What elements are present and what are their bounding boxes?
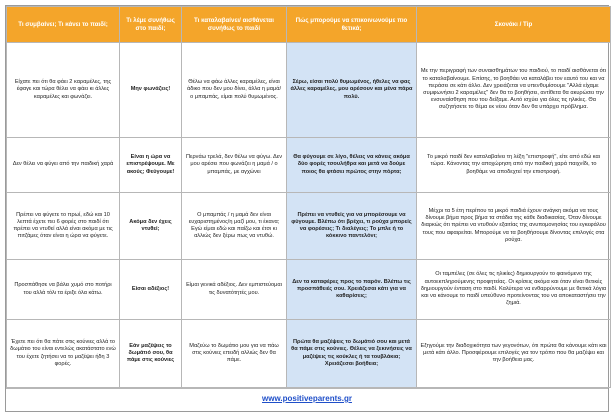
communicate-cell: Θα φύγουμε σε λίγο, θέλεις να κάνεις ακόμα δύο φορές τσουλήθρα και μετά να δούμε ποιος θα φτάσει πρώτος στην πόρτα;: [287, 138, 417, 193]
header-child-feels: Τι καταλαβαίνει/ αισθάνεται συνήθως το παιδί: [182, 7, 287, 43]
child-feels-cell: Περνάω τρελά, δεν θέλω να φύγω. Δεν μου αρέσει που φωνάζει η μαμά / ο μπαμπάς, με αγχώνει: [182, 138, 287, 193]
situation-cell: Πρέπει να φύγετε το πρωί, εδώ και 10 λεπτά έχετε πει 6 φορές στο παιδί ότι πρέπει να ντυθεί αλλά είναι ακόμα με τις πιτζάμες όταν είναι η ώρα να φύγετε.: [7, 193, 120, 260]
tip-cell: Με την περιγραφή των συναισθημάτων του παιδιού, το παιδί αισθάνεται ότι το καταλαβαίνουμε. Επίσης, το βοηθάει να καταλάβει τον εαυτό του και να περάσει σε κάτι άλλο. Δεν χρειάζεται να υπενθυμίσουμε "Αλλά είχαμε συμφωνήσει 2 καραμέλες" δεν θα το βοηθήσει, αντίθετα θα ακυρώσει την ενσυναίσθηση που του δείξαμε. Αυτό ισχύει για όλες τις ηλικίες. Θα συζητήσετε το θέμα εκ νέου όταν δεν θα υπάρχει πρόβλημα.: [417, 43, 611, 138]
tip-cell: Μέχρι τα 5 έτη περίπου τα μικρό παιδιά έχουν ανάγκη ακόμα να τους δίνουμε βήμα προς βήμα τα στάδια της κάθε διαδικασίας. Όταν δίνουμε διαρκώς ότι πρέπει να ντυθούν εξαιτίας της ανυπομονησίας του εγκεφάλου τους που αφαιρείται. Μπορούμε να τα βοηθήσουμε δίνοντας επιλογές στα ρούχα.: [417, 193, 611, 260]
table-row: [7, 320, 611, 388]
situation-cell: Προσπάθησε να βάλει χυμό στο ποτήρι του αλλά τόλι τα έριξε όλα κάτω.: [7, 260, 120, 320]
tip-cell: Εξηγούμε την διαδοχικότητα των γεγονότων, ότι πρώτα θα κάνουμε κάτι και μετά κάτι άλλο. Προσφέρουμε επιλογές για τον τρόπο που θα μαζέψει και την βοήθεια μας.: [417, 320, 611, 388]
tips-table: [6, 6, 611, 388]
communicate-cell: Σέρω, είσαι πολύ θυμωμένος, ήθελες να φας άλλες καραμέλες, μου αρέσουν και μένα πάρα πολύ.: [287, 43, 417, 138]
we-say-cell: Εάν μαζέψεις το δωμάτιό σου, θα πάμε στις κούνιες: [120, 320, 182, 388]
header-tip: Σκονάκι / Tip: [417, 7, 611, 43]
tip-cell: Οι ταμπέλες (σε όλες τις ηλικίες) δημιουργούν το φαινόμενο της αυτοεκπληρούμενης προφητείας. Οι κρίσεις ακόμα και όταν είναι θετικές δημιουργούν ένταση στο παιδί. Καλύτερα να ενθαρρύνουμε με θετικά λόγια και να κάνουμε το παιδί υπεύθυνο προτείνοντας του να αποκαταστήσει την ζημιά.: [417, 260, 611, 320]
communicate-cell: Πρώτα θα μαζέψεις το δωμάτιό σου και μετά θα πάμε στις κούνιες. Θέλεις να ξεκινήσεις να μαζέψεις τις κούκλες ή τα τουβλάκια; Χρειάζεσαι βοήθεια;: [287, 320, 417, 388]
table-row: [7, 138, 611, 193]
parenting-tips-sheet: [5, 5, 609, 412]
situation-cell: Έχετε πει ότι θα πάτε στις κούνιες αλλά το δωμάτιο του είναι εντελώς ακατάστατο ενώ του έχετε ζητήσει να το μαζέψει ήδη 3 φορές.: [7, 320, 120, 388]
situation-cell: Είχατε πει ότι θα φάει 2 καραμέλες, της έφαγε και τώρα θέλει να φάει κι άλλες καραμέλες και φωνάζει.: [7, 43, 120, 138]
header-we-say: Τι λέμε συνήθως στο παιδί;: [120, 7, 182, 43]
tip-cell: Το μικρό παιδί δεν καταλαβαίνει τη λέξη "επιστροφή", είτε από εδώ και τώρα. Κάνοντας την αποχώρηση από την παιδική χαρά παιχνίδι, το βοηθάμε να αποδεχτεί την επιστροφή.: [417, 138, 611, 193]
child-feels-cell: Είμαι γενικά αδέξιος. Δεν εμπιστεύομαι τις δυνατότητές μου.: [182, 260, 287, 320]
header-situation: Τι συμβαίνει; Τι κάνει το παιδί;: [7, 7, 120, 43]
child-feels-cell: Μαζεύω το δωμάτιο μου για να πάω στις κούνιες επειδή αλλιώς δεν θα πάμε.: [182, 320, 287, 388]
we-say-cell: Είσαι αδέξιος!: [120, 260, 182, 320]
website-link[interactable]: www.positiveparents.gr: [262, 394, 352, 403]
child-feels-cell: Θέλω να φάω άλλες καραμέλες, είναι άδικο που δεν μου δίνει, άλλα η μαμά/ ο μπαμπάς, είμαι πολύ θυμωμένος.: [182, 43, 287, 138]
table-row: [7, 43, 611, 138]
communicate-cell: Δεν τα καταφέρες προς το παρόν. Βλέπω τις προσπάθειές σου. Χρειάζεσαι κάτι για να καθαρίσεις;: [287, 260, 417, 320]
we-say-cell: Ακόμα δεν έχεις ντυθεί;: [120, 193, 182, 260]
we-say-cell: Είναι η ώρα να επιστρέψουμε. Με ακούς; Φεύγουμε!: [120, 138, 182, 193]
we-say-cell: Μην φωνάζεις!: [120, 43, 182, 138]
footer: [6, 388, 608, 408]
communicate-cell: Πρέπει να ντυθείς για να μπορέσουμε να φύγουμε. Βλέπω ότι βρέχει, τι ρούχα μπορείς να φορέσεις; Τι διαλέγεις; Το μπλε ή το κόκκινο παντελόνι;: [287, 193, 417, 260]
header-row: [7, 7, 611, 43]
header-communicate: Πώς μπορούμε να επικοινωνούμε πιο θετικά;: [287, 7, 417, 43]
table-row: [7, 193, 611, 260]
situation-cell: Δεν θέλει να φύγει από την παιδική χαρά: [7, 138, 120, 193]
table-row: [7, 260, 611, 320]
child-feels-cell: Ο μπαμπάς / η μαμά δεν είναι ευχαριστημένος/η μαζί μου, τι έκανα; Εγώ είμαι εδώ και παίζω και έτσι κι αλλιώς δεν ξέρω πως να ντυθώ.: [182, 193, 287, 260]
